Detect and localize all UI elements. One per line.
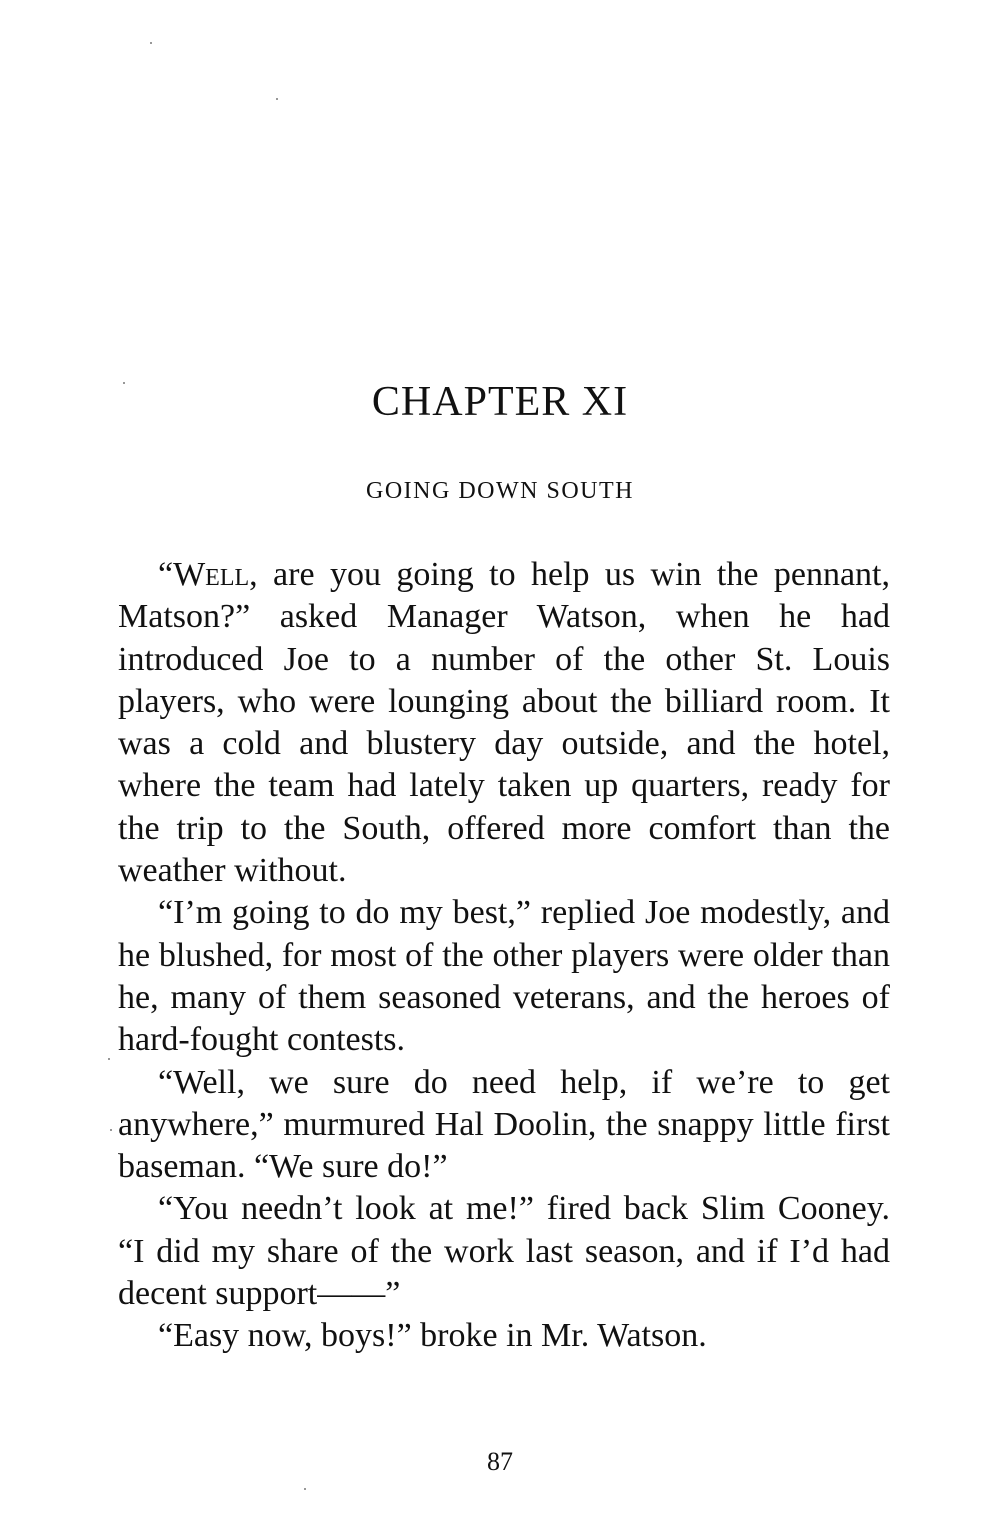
paragraph-2 bbox=[118, 892, 890, 1061]
chapter-title: CHAPTER XI bbox=[371, 379, 629, 425]
paper-speck bbox=[108, 1058, 110, 1060]
page-number: 87 bbox=[487, 1447, 513, 1476]
paper-speck bbox=[110, 1129, 112, 1131]
chapter-subtitle: GOING DOWN SOUTH bbox=[366, 478, 634, 504]
paragraph-5 bbox=[118, 1315, 890, 1357]
paragraph-text: “Well, we sure do need help, if we’re to get anywhere,” murmured Hal Doolin, the snappy little first baseman. “We sure do!” bbox=[118, 1063, 890, 1186]
paper-speck bbox=[150, 42, 152, 44]
paragraph-text: , are you going to help us win the pennant, Matson?” asked Manager Watson, when he had introduced Joe to a number of the other St. Louis players, who were lounging about the billiard room. It was a cold and blustery day outside, and the hotel, where the team had lately taken up quarters, ready for the trip to the South, offered more comfort than the weather without. bbox=[118, 556, 890, 890]
paragraph-4 bbox=[118, 1188, 890, 1315]
paragraph-text: “I’m going to do my best,” replied Joe modestly, and he blushed, for most of the other players were older than he, many of them seasoned veterans, and the heroes of hard-fought contests. bbox=[118, 894, 890, 1059]
paragraph-1 bbox=[118, 554, 890, 892]
paper-speck bbox=[304, 1488, 306, 1490]
paragraph-3 bbox=[118, 1062, 890, 1189]
opening-quote: “ bbox=[158, 556, 174, 593]
paper-speck bbox=[276, 98, 278, 100]
paragraph-text: “Easy now, boys!” broke in Mr. Watson. bbox=[158, 1317, 707, 1355]
paragraph-text: “You needn’t look at me!” fired back Slim Cooney. “I did my share of the work last season, and if I’d had decent support——” bbox=[118, 1190, 890, 1313]
chapter-body bbox=[118, 554, 890, 1358]
drop-word: Well bbox=[173, 556, 250, 593]
